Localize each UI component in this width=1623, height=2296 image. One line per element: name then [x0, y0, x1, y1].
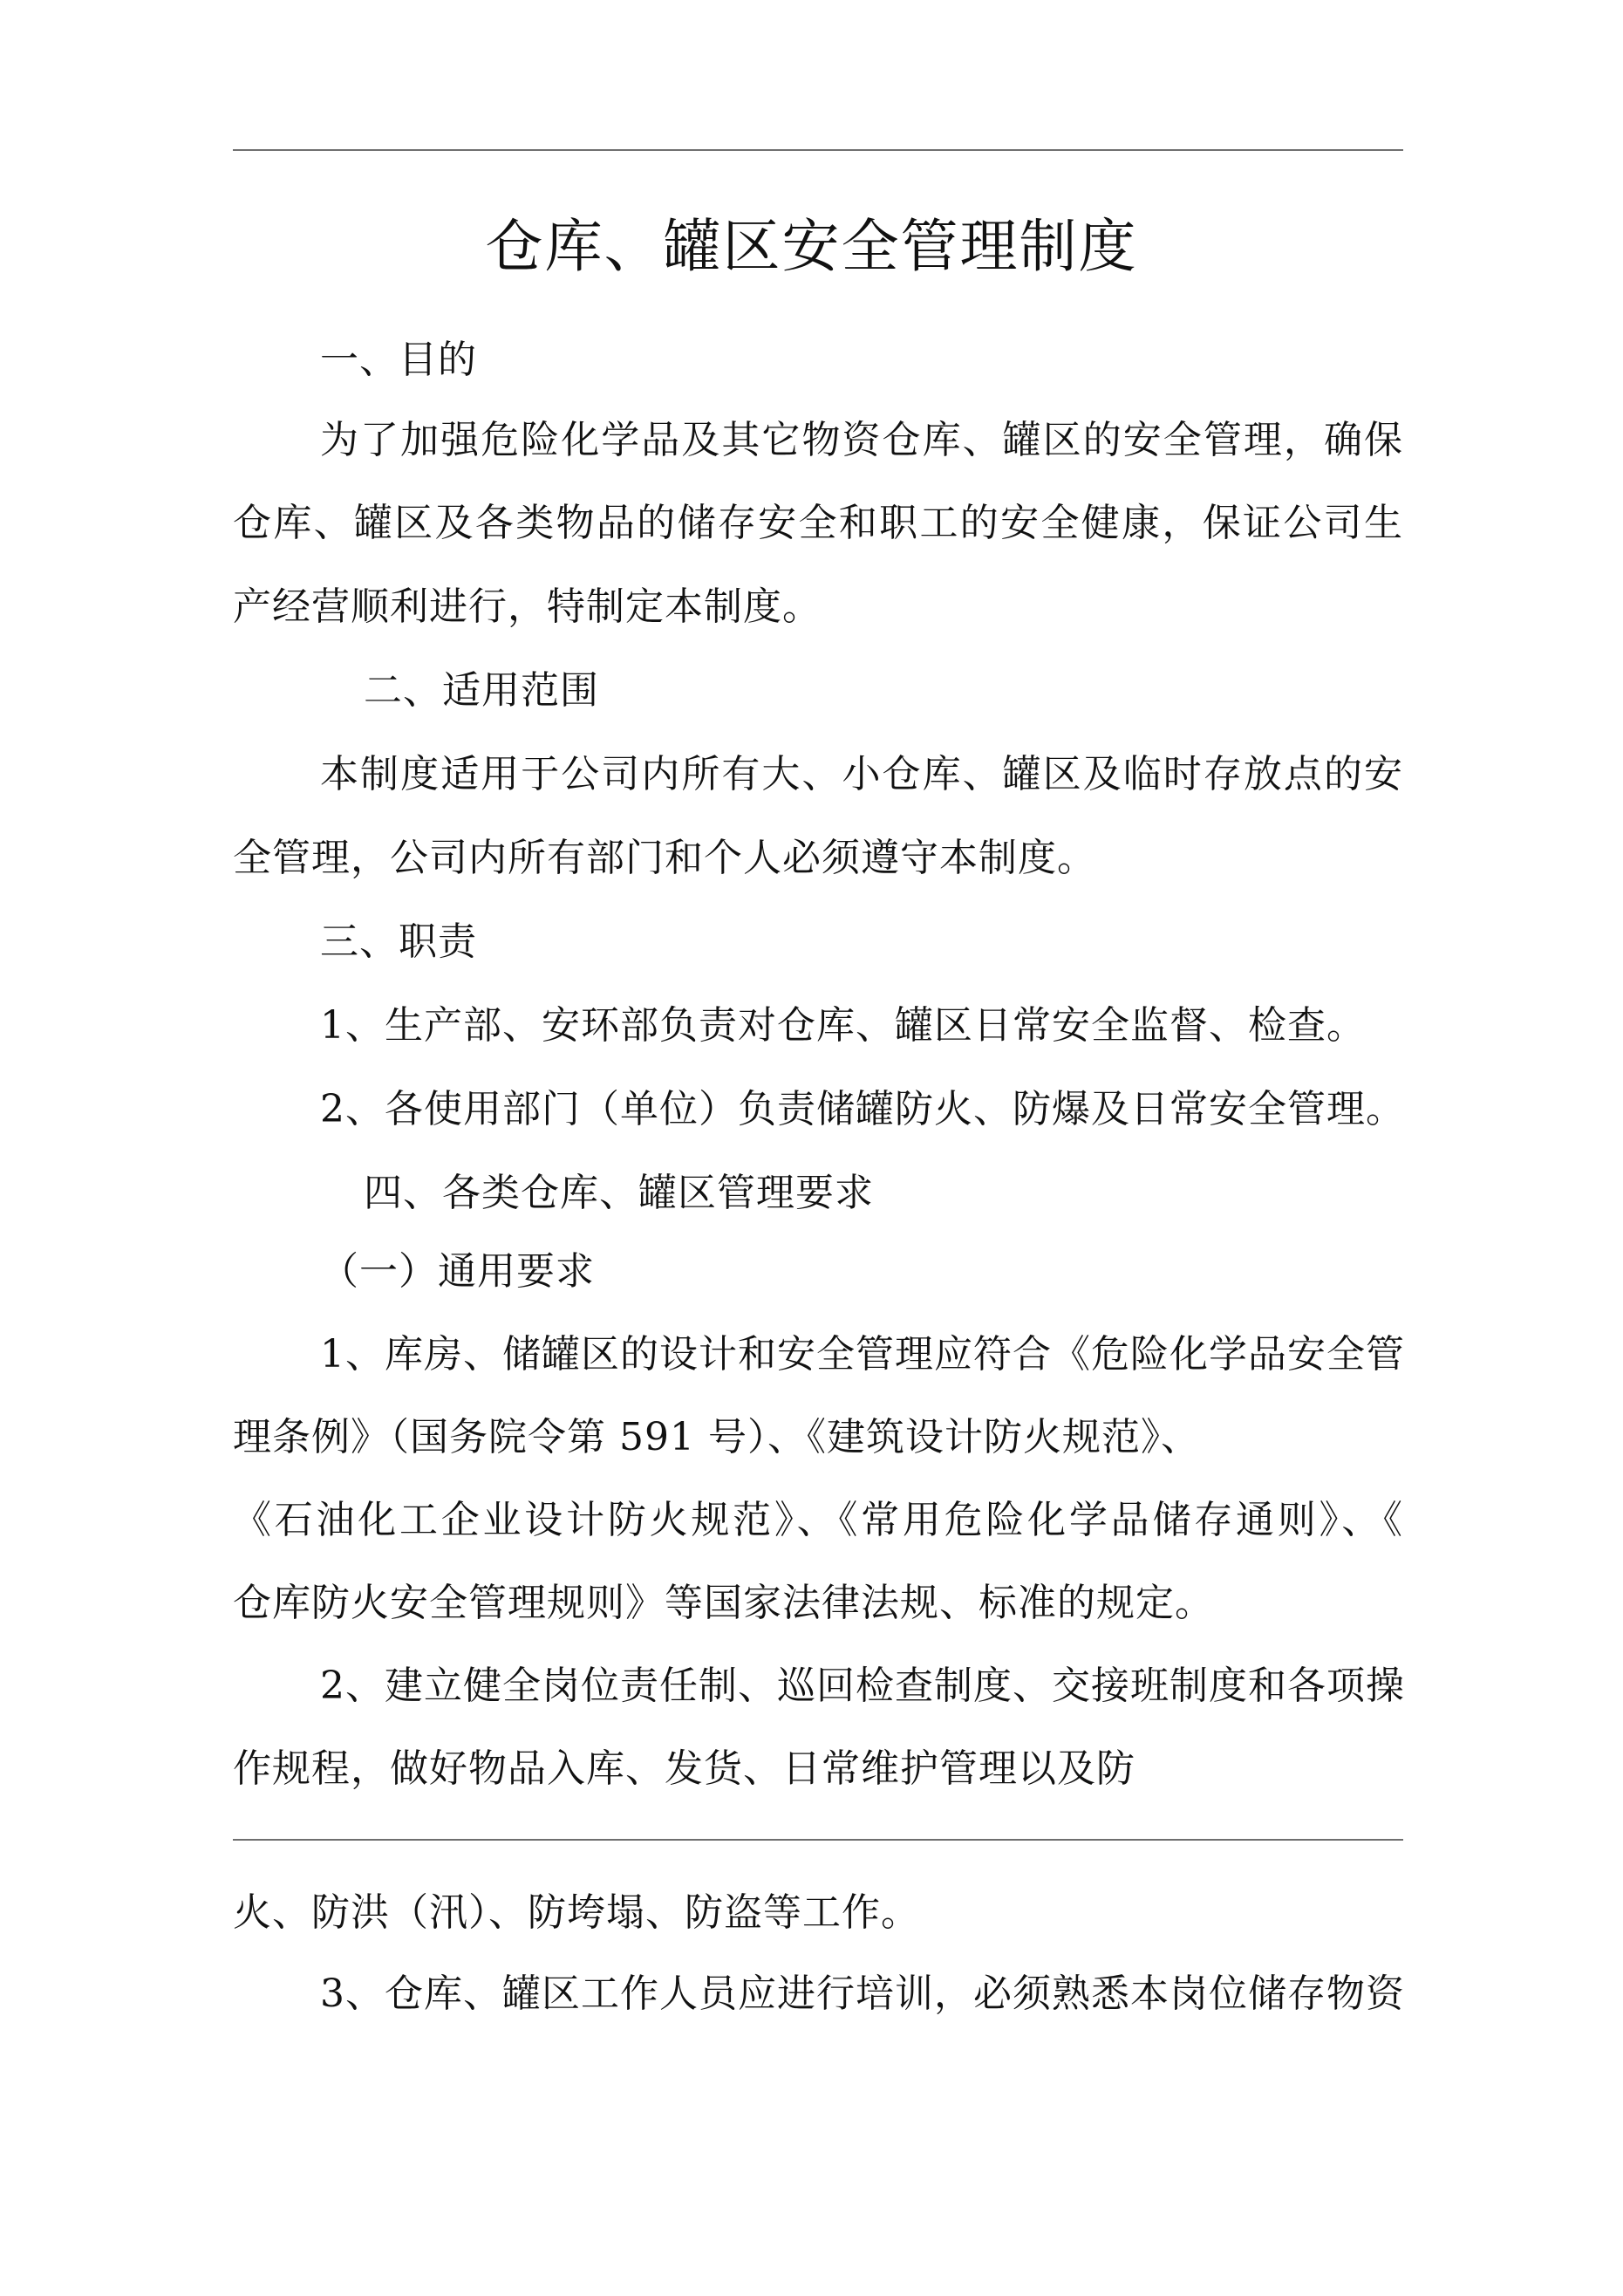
paragraph-line: 《石油化工企业设计防火规范》、《常用危险化学品储存通则》、《 — [233, 1498, 1403, 1542]
paragraph-line: 全管理，公司内所有部门和个人必须遵守本制度。 — [233, 836, 1096, 880]
paragraph-line: 仓库、罐区及各类物品的储存安全和职工的安全健康，保证公司生 — [233, 501, 1403, 545]
paragraph-line: 作规程，做好物品入库、发货、日常维护管理以及防 — [233, 1746, 1135, 1791]
page-break-rule — [233, 1839, 1403, 1841]
subsection-heading-general: （一）通用要求 — [320, 1249, 595, 1294]
paragraph-line: 本制度适用于公司内所有大、小仓库、罐区及临时存放点的安 — [320, 752, 1403, 796]
paragraph-line: 仓库防火安全管理规则》等国家法律法规、标准的规定。 — [233, 1581, 1214, 1625]
paragraph-line: 1、生产部、安环部负责对仓库、罐区日常安全监督、检查。 — [320, 1003, 1366, 1048]
section-heading-requirements: 四、各类仓库、罐区管理要求 — [364, 1171, 874, 1215]
section-heading-scope: 二、适用范围 — [364, 668, 599, 713]
paragraph-line: 2、各使用部门（单位）负责储罐防火、防爆及日常安全管理。 — [320, 1087, 1405, 1131]
paragraph-line: 2、建立健全岗位责任制、巡回检查制度、交接班制度和各项操 — [320, 1664, 1405, 1708]
section-heading-duties: 三、职责 — [320, 919, 477, 964]
paragraph-line: 产经营顺利进行，特制定本制度。 — [233, 584, 822, 629]
paragraph-line: 理条例》（国务院令第 591 号）、《建筑设计防火规范》、 — [233, 1415, 1200, 1459]
header-rule — [233, 149, 1403, 151]
paragraph-line: 火、防洪（汛）、防垮塌、防盗等工作。 — [233, 1890, 920, 1935]
paragraph-line: 为了加强危险化学品及其它物资仓库、罐区的安全管理，确保 — [320, 418, 1403, 462]
section-heading-purpose: 一、目的 — [320, 338, 477, 382]
document-title: 仓库、罐区安全管理制度 — [485, 213, 1138, 280]
paragraph-line: 1、库房、储罐区的设计和安全管理应符合《危险化学品安全管 — [320, 1332, 1405, 1377]
paragraph-line: 3、仓库、罐区工作人员应进行培训，必须熟悉本岗位储存物资 — [320, 1971, 1405, 2016]
